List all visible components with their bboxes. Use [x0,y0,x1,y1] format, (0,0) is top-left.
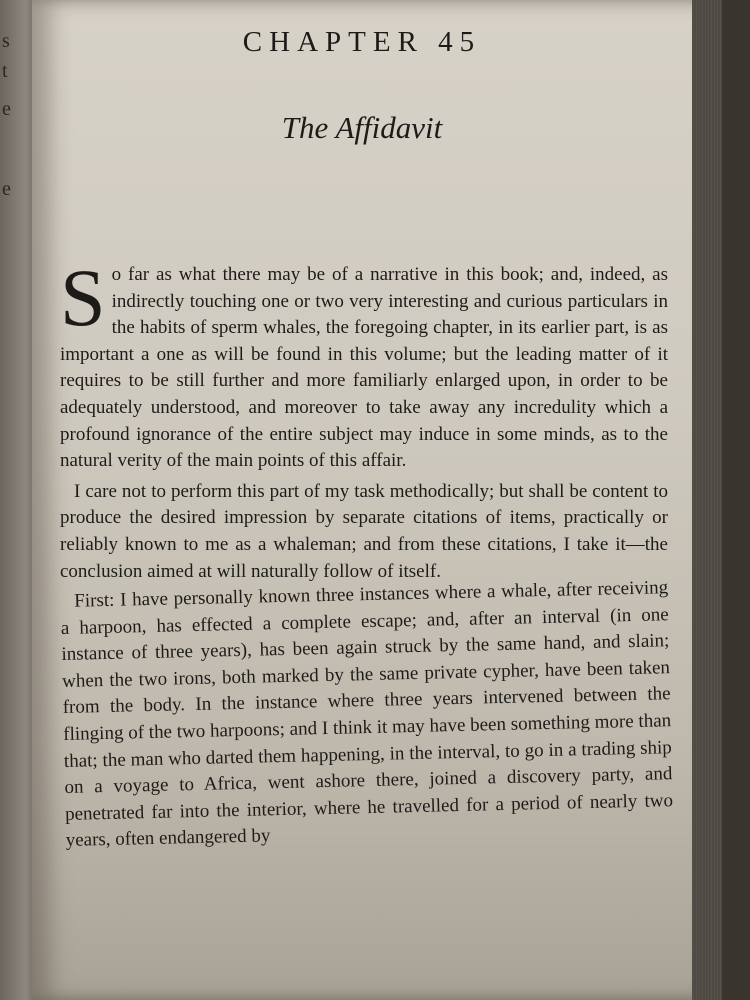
previous-page-fragment: s [2,30,10,52]
paragraph-2: I care not to perform this part of my task methodically; but shall be content to produce the desired impression by separate citations of items, practically or reliably known to me as a whaleman; and from these citations, I take it—the conclusion aimed at will naturally follow of itself. [60,480,668,582]
chapter-title: The Affidavit [281,110,443,145]
paragraph-1 [60,252,668,475]
previous-page-fragment: e [2,178,11,200]
chapter-heading: CHAPTER 45 [242,26,482,58]
drop-cap: S [60,252,106,343]
paragraph-1-text: o far as what there may be of a narrative in this book; and, indeed, as indirectly touching one or two very interesting and curious particulars in the habits of sperm whales, the foregoing chapter, in its earlier part, is as important a one as will be found in this volume; but the leading matter of it requires to be still further and more familiarly enlarged upon, in order to be adequately understood, and moreover to take away any incredulity which a profound ignorance of the entire subject may induce in some minds, as to the natural verity of the main points of this affair. [60,264,668,472]
book-page [32,0,722,1000]
previous-page-fragment: t [2,60,8,82]
previous-page-fragment: e [2,98,11,120]
paragraph-3: First: I have personally known three instances where a whale, after receiving a harpoon, has effected a complete escape; and, after an interval (in one instance of three years), has been again struck by the same hand, and slain; when the two irons, both marked by the same private cypher, have been taken from the body. In the instance where three years intervened between the flinging of the two harpoons; and I think it may have been something more than that; the man who darted them happening, in the interval, to go in a trading ship on a voyage to Africa, went ashore there, joined a discovery party, and penetrated far into the interior, where he travelled for a period of nearly two years, often endangered by [60,577,674,852]
body-text [60,252,674,855]
page-stack-edge [692,0,722,1000]
